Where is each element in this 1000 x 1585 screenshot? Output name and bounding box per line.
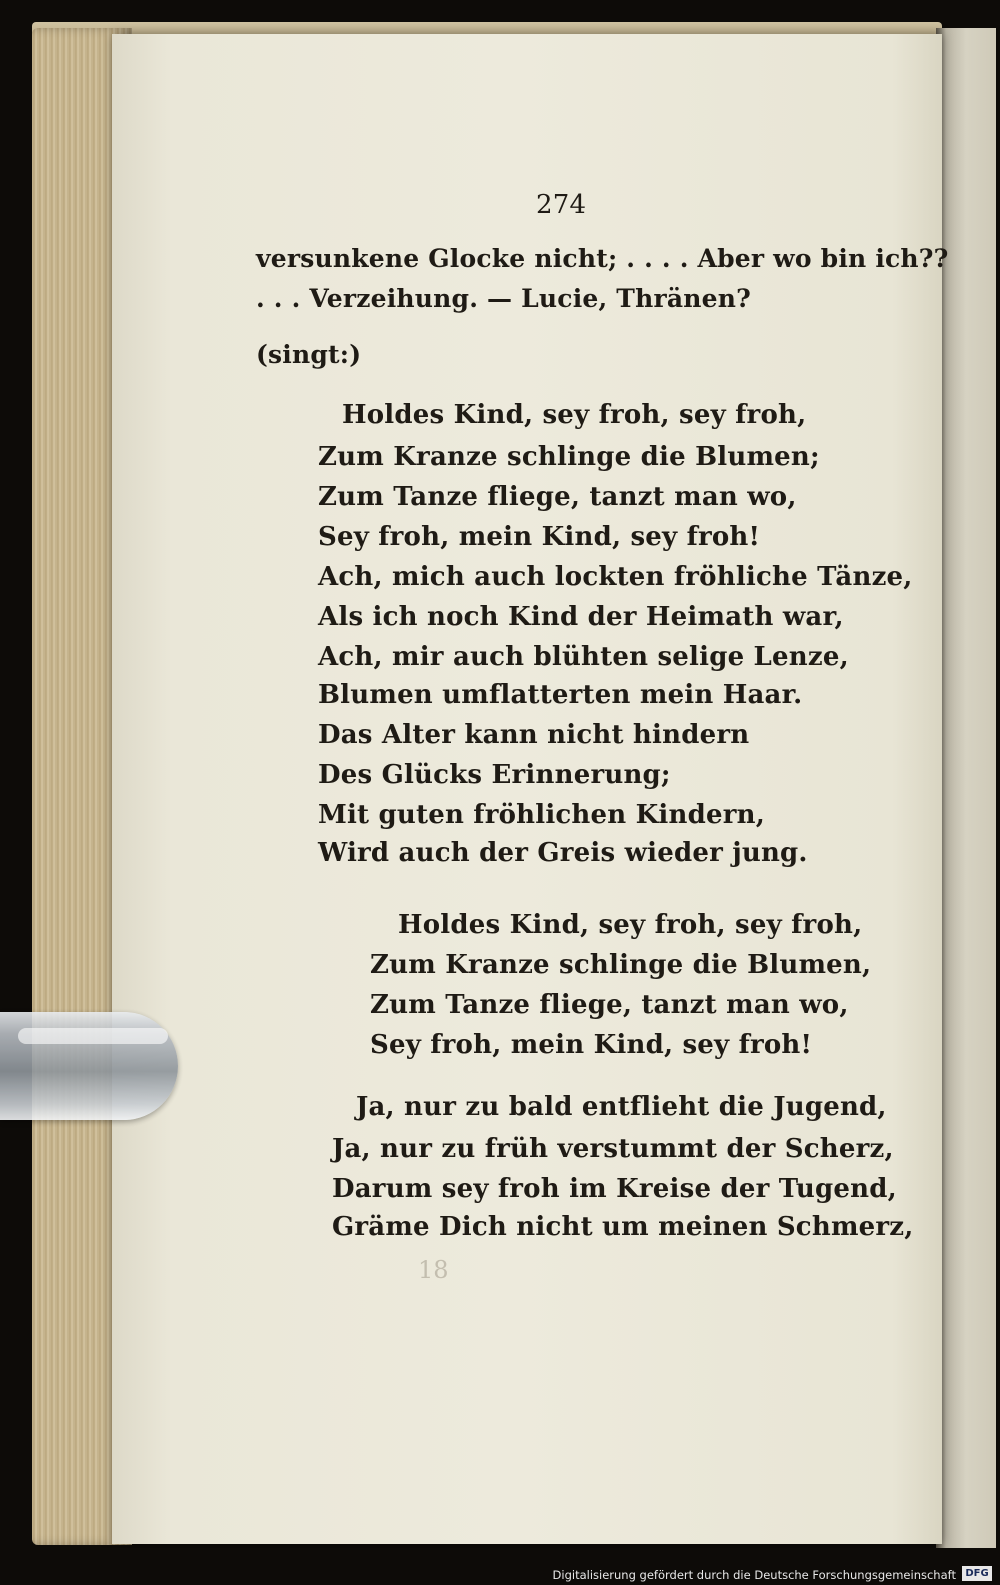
book-clamp-highlight bbox=[18, 1028, 168, 1044]
dfg-logo-icon: DFG bbox=[962, 1566, 992, 1581]
verse-line: Gräme Dich nicht um meinen Schmerz, bbox=[332, 1212, 914, 1242]
prose-line: versunkene Glocke nicht; . . . . Aber wo bin ich?? bbox=[256, 244, 949, 273]
verse-line: Zum Tanze fliege, tanzt man wo, bbox=[370, 990, 849, 1020]
verse-line: Holdes Kind, sey froh, sey froh, bbox=[398, 910, 863, 940]
verse-line: Sey froh, mein Kind, sey froh! bbox=[370, 1030, 813, 1060]
verse-line: Als ich noch Kind der Heimath war, bbox=[318, 602, 844, 632]
verse-line: Ach, mich auch lockten fröhliche Tänze, bbox=[318, 562, 913, 592]
verse-line: Mit guten fröhlichen Kindern, bbox=[318, 800, 765, 830]
verse-line: Ach, mir auch blühten selige Lenze, bbox=[318, 642, 849, 672]
verse-line: Zum Kranze schlinge die Blumen, bbox=[370, 950, 872, 980]
page-number: 274 bbox=[536, 190, 587, 220]
verse-line: Zum Kranze schlinge die Blumen; bbox=[318, 442, 820, 472]
prose-line: . . . Verzeihung. — Lucie, Thränen? bbox=[256, 284, 751, 313]
verse-line: Zum Tanze fliege, tanzt man wo, bbox=[318, 482, 797, 512]
verse-line: Wird auch der Greis wieder jung. bbox=[318, 838, 808, 868]
verse-line: Holdes Kind, sey froh, sey froh, bbox=[342, 400, 807, 430]
verse-line: Sey froh, mein Kind, sey froh! bbox=[318, 522, 761, 552]
verse-line: Blumen umflatterten mein Haar. bbox=[318, 680, 803, 710]
funding-credit: Digitalisierung gefördert durch die Deutsche Forschungsgemeinschaft bbox=[552, 1568, 956, 1582]
stage-direction: (singt:) bbox=[256, 340, 362, 369]
verse-line: Darum sey froh im Kreise der Tugend, bbox=[332, 1174, 897, 1204]
verse-line: Das Alter kann nicht hindern bbox=[318, 720, 750, 750]
printer-signature: 18 bbox=[418, 1256, 449, 1284]
verse-line: Ja, nur zu früh verstummt der Scherz, bbox=[332, 1134, 894, 1164]
verse-line: Ja, nur zu bald entflieht die Jugend, bbox=[356, 1092, 887, 1122]
verse-line: Des Glücks Erinnerung; bbox=[318, 760, 671, 790]
